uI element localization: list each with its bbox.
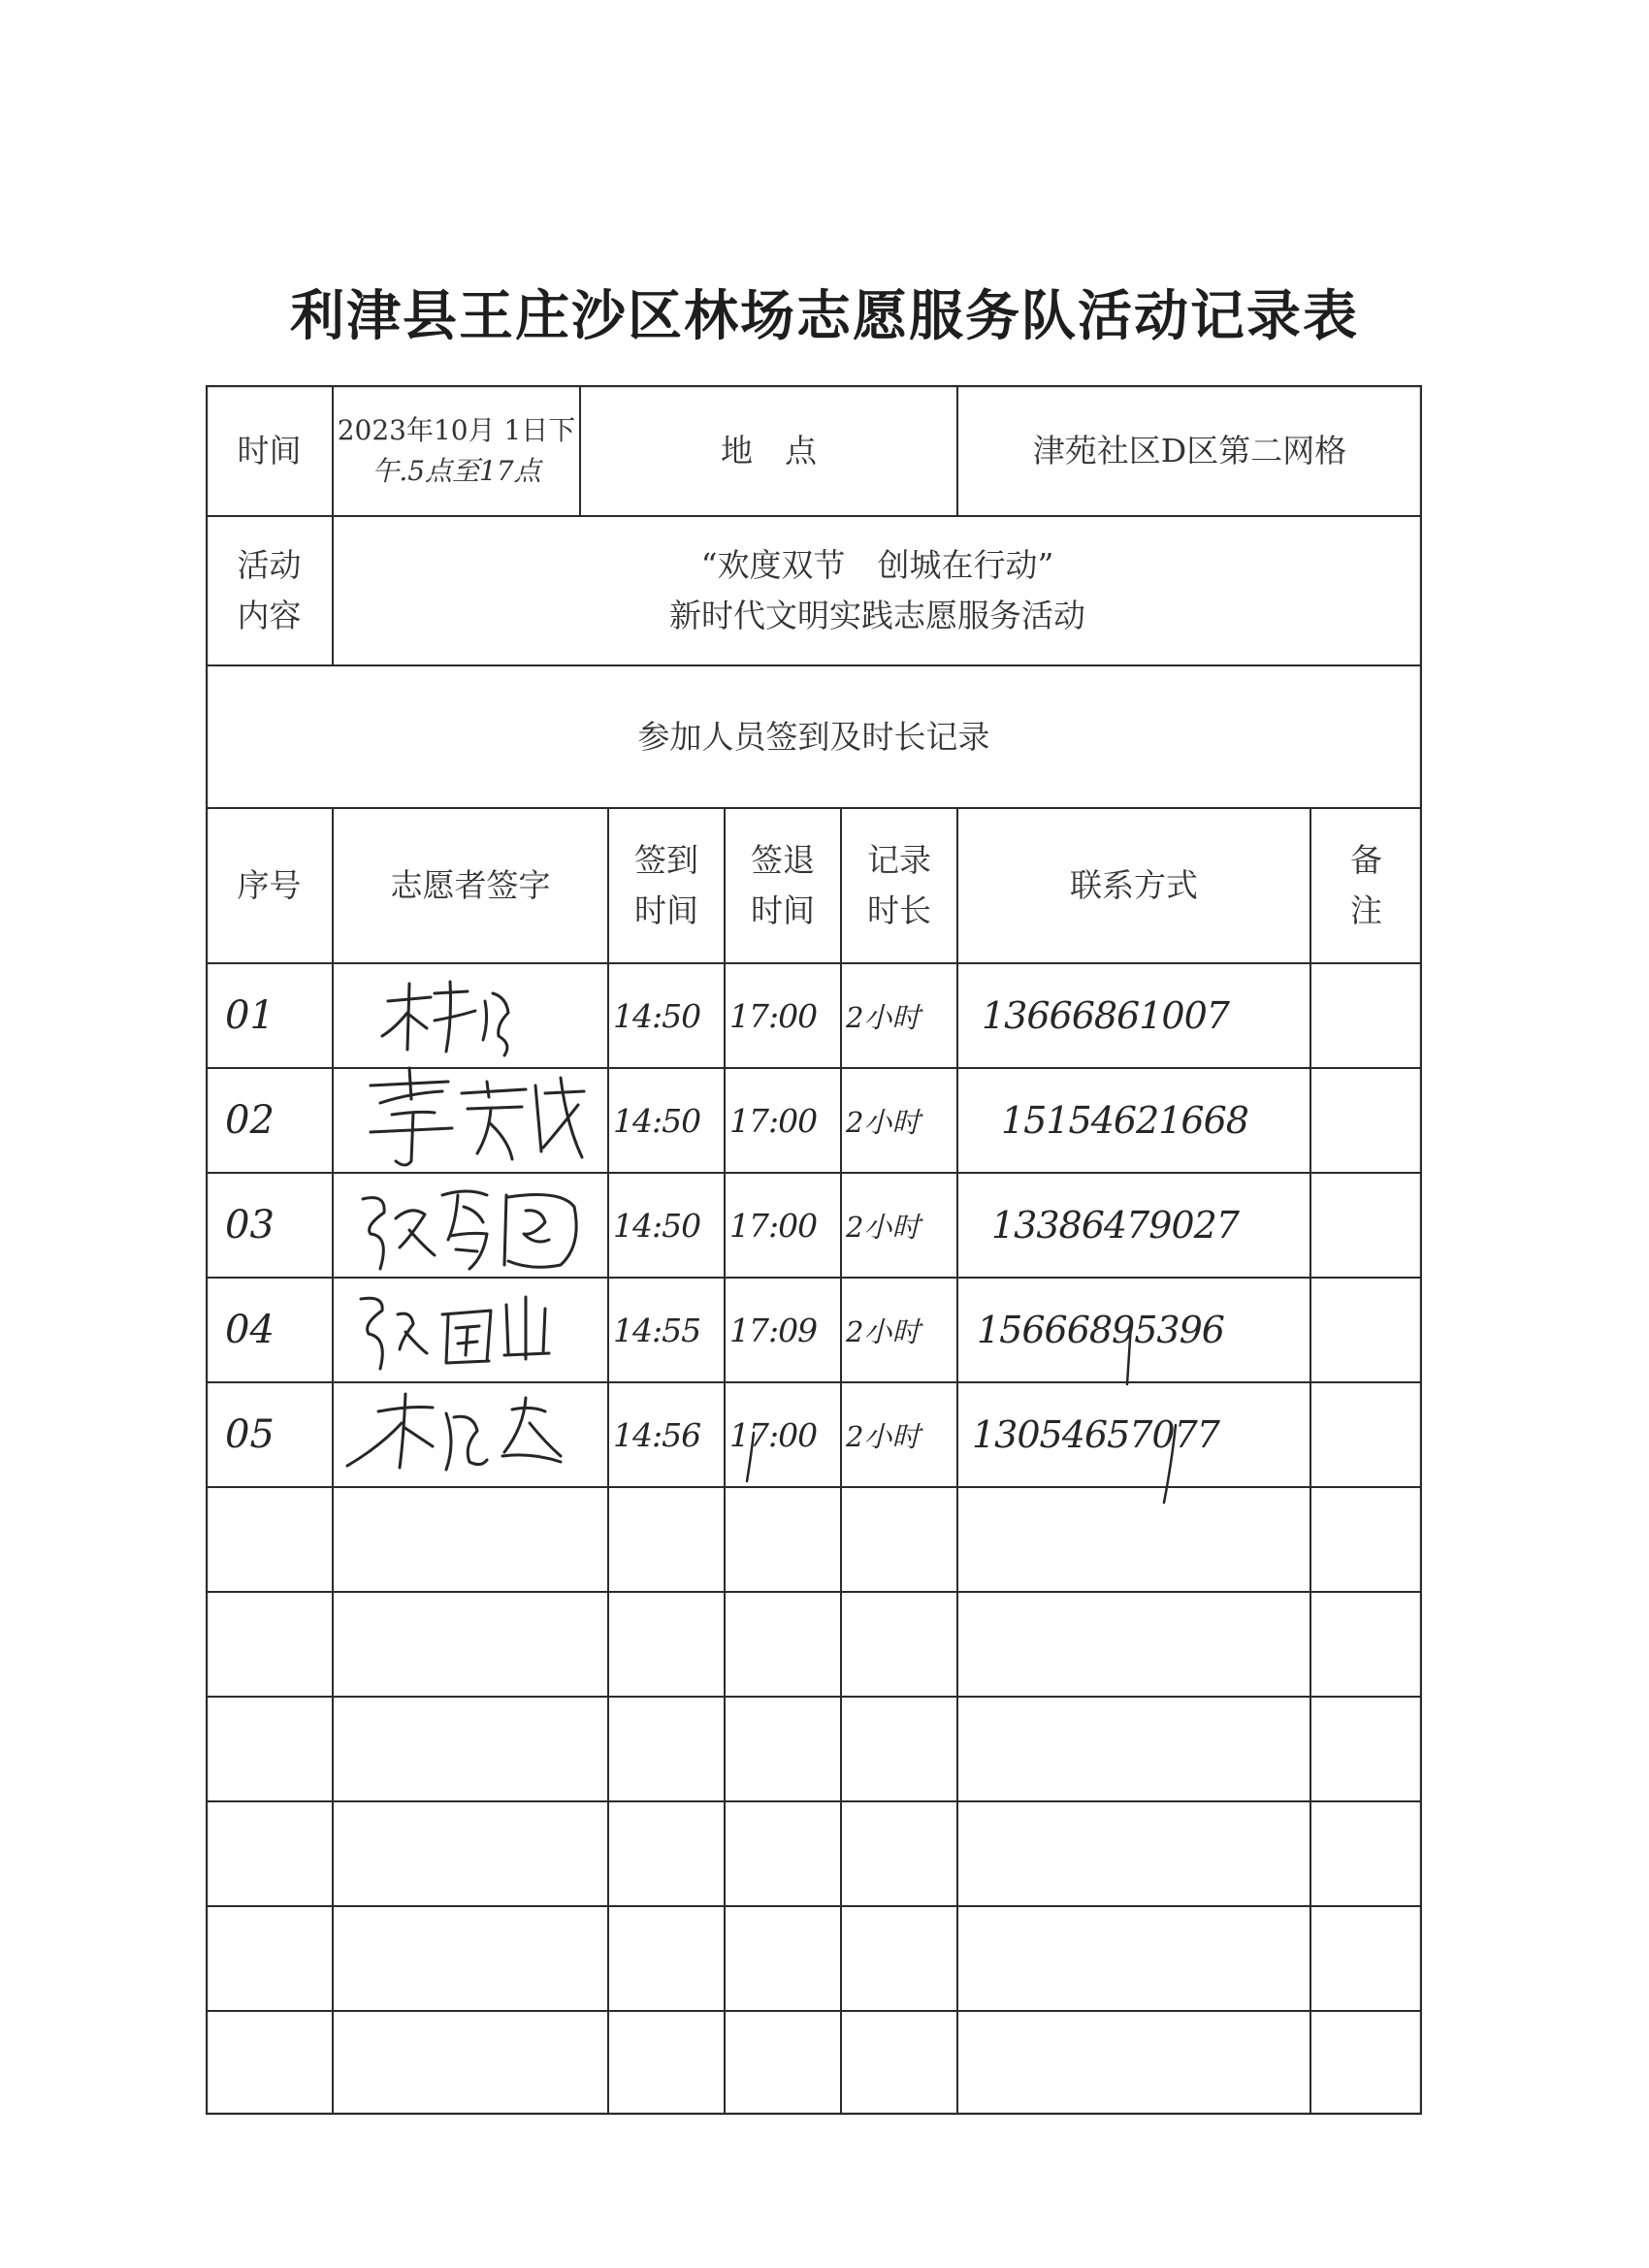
- header-remark-line-2: 注: [1350, 891, 1382, 929]
- record-table: [206, 385, 1422, 2115]
- content-value-line-2: 新时代文明实践志愿服务活动: [669, 597, 1085, 634]
- document-title: 利津县王庄沙区林场志愿服务队活动记录表: [290, 285, 1359, 348]
- row-1-duration: 2小时: [846, 1000, 921, 1034]
- empty-row: [206, 1697, 1422, 1801]
- row-3-duration: 2小时: [846, 1210, 921, 1244]
- row-4-checkout: 17:09: [729, 1311, 818, 1349]
- header-signature-text: 志愿者签字: [390, 866, 551, 904]
- header-checkin-line-2: 时间: [634, 891, 698, 929]
- time-value-line-1: 2023年10月 1日下: [337, 413, 576, 446]
- row-3-checkin: 14:50: [613, 1206, 701, 1245]
- empty-row: [206, 1592, 1422, 1697]
- row-5-no: 05: [225, 1412, 275, 1457]
- row-4-contact: 15666895396: [977, 1309, 1224, 1351]
- row-1-checkout: 17:00: [729, 996, 818, 1035]
- header-duration-line-2: 时长: [867, 891, 931, 929]
- row-3-checkout: 17:00: [729, 1206, 818, 1245]
- row-4-no: 04: [225, 1308, 275, 1352]
- row-1-no: 01: [225, 993, 275, 1038]
- time-value-line-2: 午.5点至17点: [372, 454, 541, 487]
- pen-stray-strokes: [206, 385, 1422, 1598]
- header-checkin-line-1: 签到: [634, 841, 698, 879]
- empty-row: [206, 1801, 1422, 1906]
- row-5-contact: 13054657077: [972, 1413, 1219, 1456]
- header-contact-text: 联系方式: [1070, 866, 1198, 904]
- content-label-line-1: 活动: [237, 546, 302, 584]
- row-5-checkout: 17:00: [729, 1415, 818, 1454]
- header-duration-line-1: 记录: [867, 841, 931, 879]
- row-2-checkin: 14:50: [613, 1101, 701, 1140]
- row-1-checkin: 14:50: [613, 996, 701, 1035]
- row-3-contact: 13386479027: [991, 1204, 1239, 1247]
- header-checkout-line-1: 签退: [751, 841, 815, 879]
- content-value-line-1: “欢度双节 创城在行动”: [700, 546, 1054, 584]
- place-value: 津苑社区D区第二网格: [1032, 431, 1347, 470]
- row-5-checkin: 14:56: [613, 1415, 701, 1454]
- row-5-duration: 2小时: [846, 1419, 921, 1453]
- row-2-contact: 15154621668: [1001, 1099, 1248, 1142]
- time-label-text: 时间: [237, 431, 302, 470]
- place-label: 地 点: [721, 431, 817, 470]
- row-4-checkin: 14:55: [613, 1311, 701, 1349]
- row-2-duration: 2小时: [846, 1105, 921, 1139]
- row-1-contact: 13666861007: [982, 994, 1229, 1037]
- empty-row: [206, 2011, 1422, 2115]
- empty-row: [206, 1906, 1422, 2011]
- row-3-no: 03: [225, 1203, 275, 1247]
- content-label-line-2: 内容: [237, 597, 302, 634]
- header-remark-line-1: 备: [1350, 841, 1382, 879]
- row-4-duration: 2小时: [846, 1314, 921, 1348]
- empty-row: [206, 1487, 1422, 1592]
- row-2-checkout: 17:00: [729, 1101, 818, 1140]
- section-title: 参加人员签到及时长记录: [637, 717, 990, 756]
- row-2-no: 02: [225, 1098, 275, 1143]
- header-no-text: 序号: [237, 866, 302, 904]
- header-checkout-line-2: 时间: [751, 891, 815, 929]
